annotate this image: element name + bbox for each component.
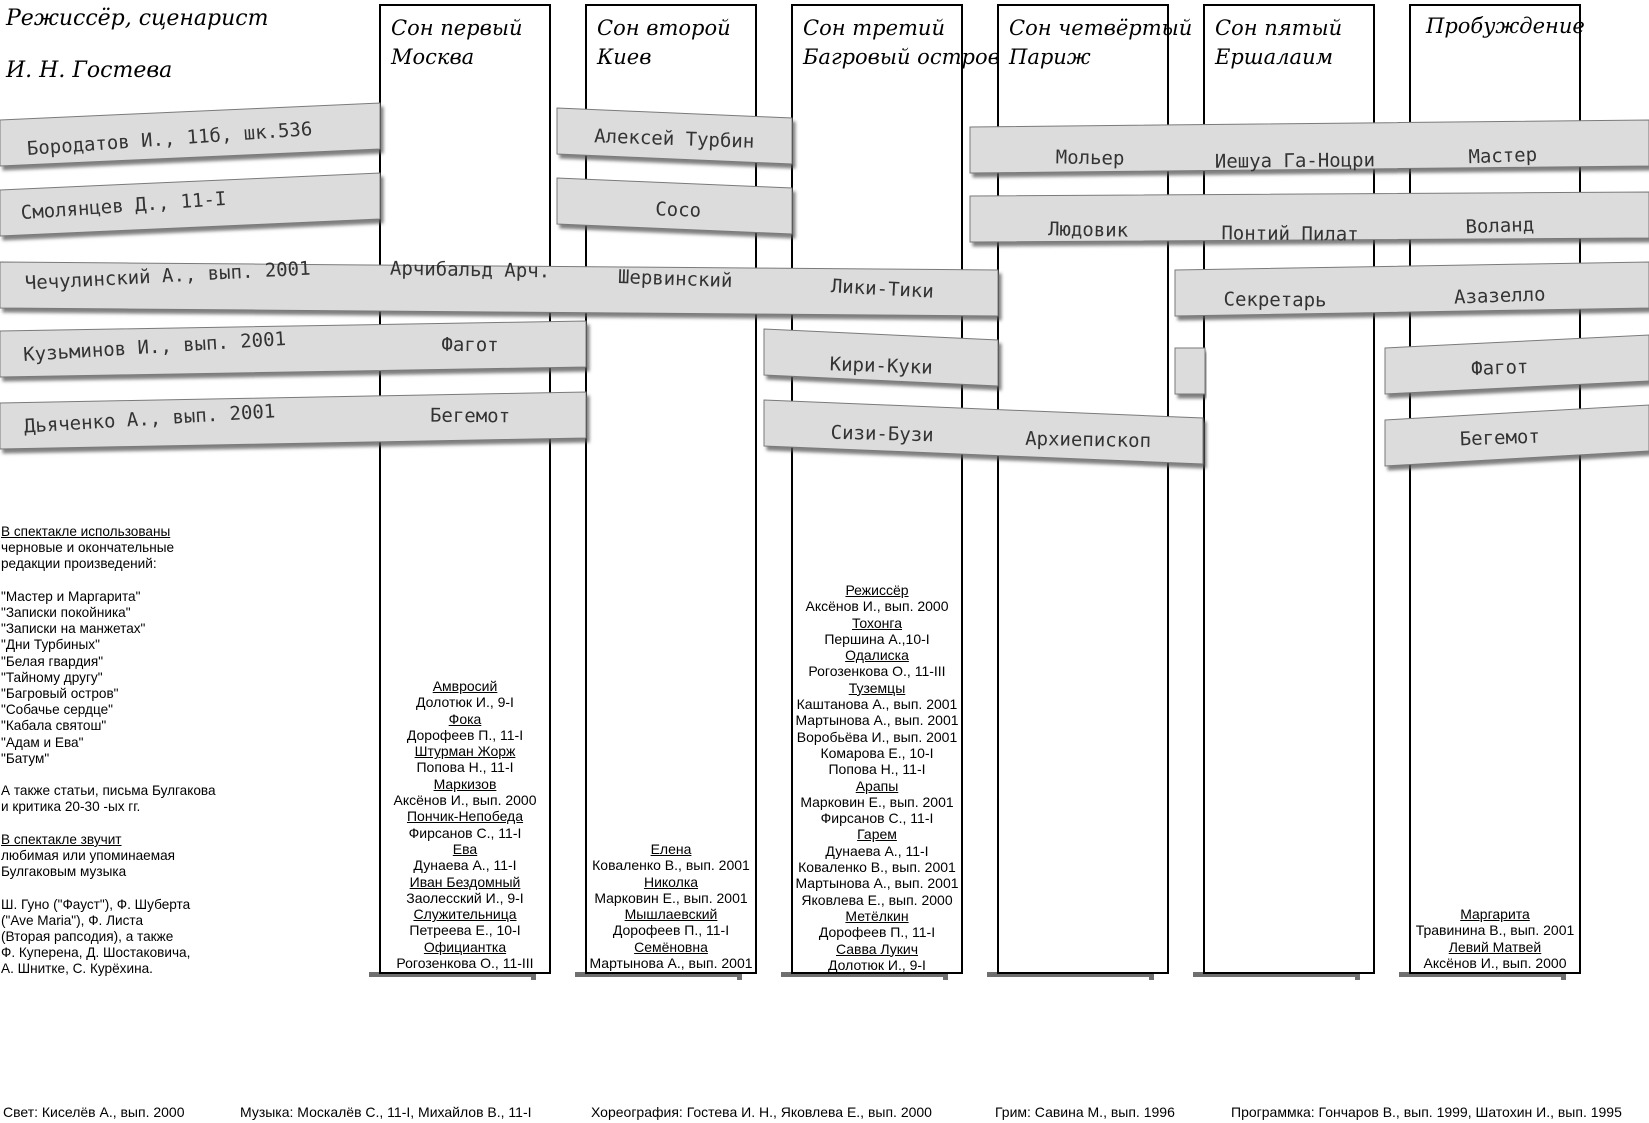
role-label: Сосо [654,198,702,222]
cast-actor: Дорофеев П., 11-I [406,726,524,743]
note-line [1,573,261,589]
role-label: Шервинский [617,266,733,292]
cast-role: Семёновна [634,938,708,955]
role-label: Бегемот [429,404,511,428]
cast-role: Елена [650,841,692,857]
cast-actor: Марковин Е., вып. 2001 [800,793,954,810]
note-line: и критика 20-30 -ых гг. [1,799,141,815]
cast-role: Левий Матвей [1448,938,1542,955]
note-line: "Записки покойника" [1,605,131,620]
cast-actor: Аксёнов И., вып. 2000 [1423,954,1567,971]
credit-makeup: Грим: Савина М., вып. 1996 [995,1104,1175,1120]
note-line: Ф. Куперена, Д. Шостаковича, [1,945,191,961]
cast-role: Маркизов [433,775,497,792]
credit-program: Программка: Гончаров В., вып. 1999, Шатохин И., вып. 1995 [1231,1104,1622,1120]
role-label: Иешуа Га-Ноцри [1214,149,1376,173]
cast-actor: Фирсанов С., 11-I [820,810,934,827]
note-line: ("Ave Maria"), Ф. Листа [1,912,144,928]
cast-list [791,582,963,973]
cast-role: Служительница [413,906,517,923]
role-label: Мастер [1468,143,1538,169]
credit-light: Свет: Киселёв А., вып. 2000 [3,1104,185,1120]
role-label: Алексей Турбин [593,125,755,153]
cast-actor: Рогозенкова О., 11-III [808,663,946,680]
cast-actor: Коваленко В., вып. 2001 [798,859,956,876]
cast-actor: Попова Н., 11-I [416,759,514,776]
actor-name: Кузьминов И., вып. 2001 [22,328,287,367]
role-label: Арчибальд Арч. [389,257,551,283]
cast-role: Одалиска [845,647,909,664]
cast-actor: Аксёнов И., вып. 2000 [393,792,537,809]
note-line [1,816,261,832]
note-line [1,767,261,783]
note-line: черновые и окончательные [1,540,175,556]
role-label: Фагот [1470,356,1529,380]
cast-actor: Першина А.,10-I [824,630,930,647]
role-label: Архиепископ [1025,427,1152,453]
actor-name: Дьяченко А., вып. 2001 [23,400,276,438]
cast-actor: Мартынова А., вып. 2001 [589,955,753,972]
role-label: Лики-Тики [830,275,935,303]
role-label: Бегемот [1459,425,1541,451]
cast-role: Ева [452,840,478,857]
cast-actor: Долотюк И., 9-I [416,694,514,711]
cast-actor: Мартынова А., вып. 2001 [795,712,959,729]
note-line: "Тайному другу" [1,669,103,685]
cast-role: Официантка [423,938,507,955]
production-notes [1,524,261,978]
note-line: А. Шнитке, С. Курёхина. [1,961,153,977]
cast-actor: Воробьёва И., вып. 2001 [796,728,958,745]
cast-role: Савва Лукич [835,940,919,957]
cast-role: Николка [643,873,699,890]
note-heading: В спектакле использованы [1,524,171,539]
cast-role: Арапы [855,777,899,794]
cast-role: Метёлкин [845,907,909,924]
credit-choreography: Хореография: Гостева И. Н., Яковлева Е., вып. 2000 [591,1104,932,1120]
cast-role: Гарем [857,826,897,843]
note-line: "Багровый остров" [1,686,119,702]
note-line: А также статьи, письма Булгакова [1,783,216,799]
role-label: Секретарь [1223,288,1327,312]
role-label: Мольер [1055,146,1125,170]
cast-list [1409,906,1581,971]
note-line: "Кабала святош" [1,718,107,734]
actor-name: Бородатов И., 11б, шк.536 [26,118,313,160]
cast-role: Режиссёр [845,582,909,598]
cast-actor: Долотюк И., 9-I [828,956,926,973]
cast-actor: Яковлева Е., вып. 2000 [801,891,953,908]
column-title: Сон четвёртый Париж [1009,16,1193,69]
column-title: Сон первый Москва [391,16,523,69]
cast-role: Штурман Жорж [414,743,516,760]
cast-actor: Попова Н., 11-I [828,761,926,778]
director-title: Режиссёр, сценарист [6,6,269,31]
actor-name: Чечулинский А., вып. 2001 [24,257,312,295]
note-line: Булгаковым музыка [1,864,127,880]
column-title: Пробуждение [1426,14,1585,38]
director-name: И. Н. Гостева [6,58,173,83]
cast-actor: Рогозенкова О., 11-III [396,955,534,972]
actor-name: Смолянцев Д., 11-I [20,187,228,225]
cast-list [585,841,757,971]
cast-role: Амвросий [432,678,498,694]
note-line: "Адам и Ева" [1,734,84,750]
note-line: "Дни Турбиных" [1,637,100,653]
cast-actor: Заолесский И., 9-I [406,889,524,906]
role-label: Людовик [1047,218,1129,242]
note-line: любимая или упоминаемая [1,848,175,864]
note-line: "Собачье сердце" [1,702,113,718]
note-line: Ш. Гуно ("Фауст"), Ф. Шуберта [1,896,191,912]
column-title: Сон третий Багровый остров [803,16,1000,69]
cast-role: Тохонга [851,614,903,631]
note-line: редакции произведений: [1,556,157,572]
cast-list [379,678,551,971]
cast-role: Туземцы [848,679,906,696]
cast-actor: Дорофеев П., 11-I [818,924,936,941]
role-label: Понтий Пилат [1221,222,1359,246]
role-label: Азазелло [1453,283,1546,309]
cast-actor: Дунаева А., 11-I [825,842,929,859]
role-label: Сизи-Бузи [830,421,934,447]
note-line: "Белая гвардия" [1,653,104,669]
cast-actor: Каштанова А., вып. 2001 [796,696,958,713]
actor-band-segment [1175,348,1205,394]
cast-role: Маргарита [1460,906,1530,922]
credit-music: Музыка: Москалёв С., 11-I, Михайлов В., 11-I [240,1104,532,1120]
role-label: Воланд [1465,213,1535,239]
cast-role: Фока [448,710,482,727]
cast-actor: Аксёнов И., вып. 2000 [805,598,949,615]
cast-actor: Коваленко В., вып. 2001 [592,857,750,874]
cast-actor: Комарова Е., 10-I [820,744,934,761]
cast-actor: Мартынова А., вып. 2001 [795,875,959,892]
cast-actor: Травинина В., вып. 2001 [1415,922,1575,939]
note-line: "Батум" [1,750,50,766]
cast-actor: Дунаева А., 11-I [413,857,517,874]
cast-actor: Дорофеев П., 11-I [612,922,730,939]
cast-role: Пончик-Непобеда [406,808,524,825]
cast-role: Мышлаевский [624,906,718,923]
note-heading: В спектакле звучит [1,831,122,847]
role-label: Кири-Куки [829,353,934,379]
cast-actor: Фирсанов С., 11-I [408,824,522,841]
note-line [1,880,261,896]
role-label: Фагот [441,333,499,357]
note-line: (Вторая рапсодия), а также [1,929,174,945]
column-title: Сон пятый Ершалаим [1215,16,1343,69]
column-title: Сон второй Киев [597,16,731,69]
note-line: "Записки на манжетах" [1,621,146,637]
note-line: "Мастер и Маргарита" [1,588,141,604]
cast-role: Иван Бездомный [409,873,521,890]
cast-actor: Петреева Е., 10-I [409,922,521,939]
cast-actor: Марковин Е., вып. 2001 [594,889,748,906]
